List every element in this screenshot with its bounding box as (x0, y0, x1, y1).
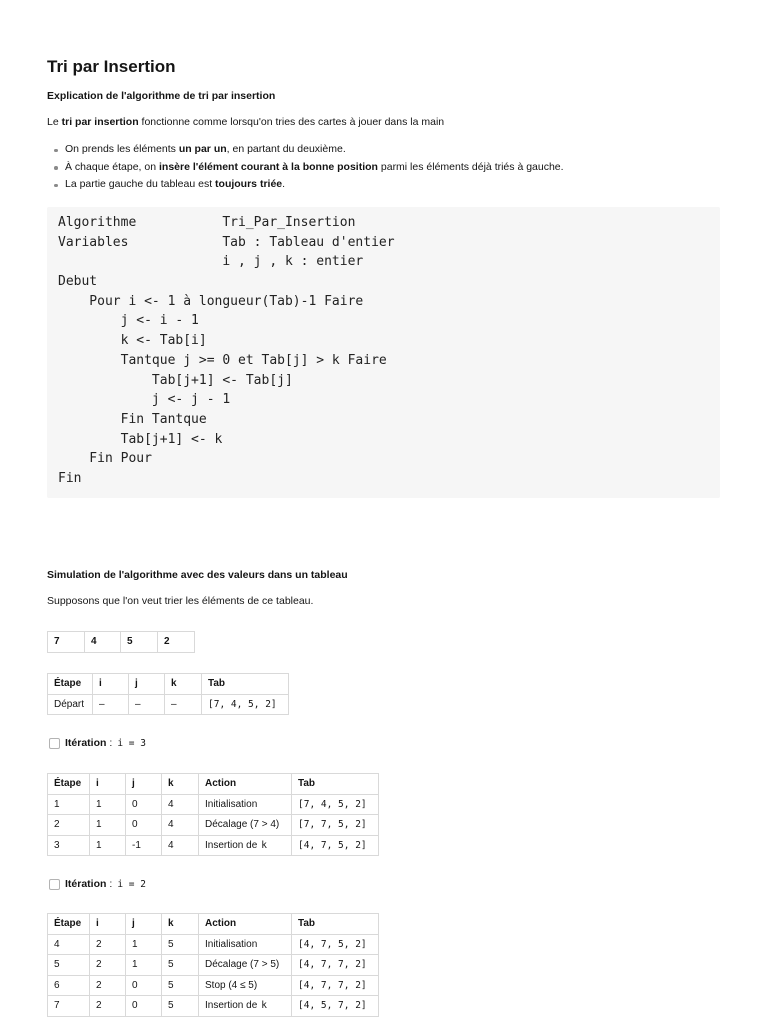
array-row (48, 632, 195, 653)
table-row (48, 836, 379, 857)
cell-k: 5 (162, 996, 199, 1017)
action-text: Insertion de (205, 1000, 258, 1011)
cell-k: 4 (162, 795, 199, 816)
header-k: k (162, 774, 199, 795)
code-line: Algorithme Tri_Par_Insertion (58, 215, 356, 230)
header-i: i (90, 914, 126, 935)
bullet-text: On prends les éléments (65, 143, 179, 155)
code-line: Tantque j >= 0 et Tab[j] > k Faire (58, 352, 387, 368)
code-line: Tab[j+1] <- Tab[j] (58, 372, 293, 388)
table-row (48, 976, 379, 997)
cell-action (199, 795, 292, 816)
cell-i: 1 (90, 815, 126, 836)
code-line: i , j , k : entier (58, 254, 364, 270)
bullet-text: , en partant du deuxième. (226, 143, 346, 155)
intro-bold: tri par insertion (61, 116, 139, 128)
header-action: Action (199, 914, 292, 935)
code-line: Pour i <- 1 à longueur(Tab)-1 Faire (58, 293, 364, 309)
header-k: k (165, 674, 202, 695)
table-row (48, 955, 379, 976)
cell-k: 5 (162, 955, 199, 976)
cell-i: 2 (90, 996, 126, 1017)
cell-tab: [7, 4, 5, 2] (292, 795, 379, 816)
bullet-text: La partie gauche du tableau est (65, 178, 216, 190)
header-tab: Tab (292, 774, 379, 795)
cell-step: 1 (48, 795, 90, 816)
code-line: k <- Tab[i] (58, 333, 207, 349)
cell-k: 5 (162, 976, 199, 997)
bullet-list (47, 141, 564, 194)
cell-action (199, 935, 292, 956)
code-line: Fin (58, 470, 82, 486)
iteration-checkbox[interactable] (49, 879, 60, 890)
intro-paragraph (47, 115, 444, 129)
cell-k: 4 (162, 836, 199, 857)
explanation-heading: Explication de l'algorithme de tri par insertion (47, 90, 276, 102)
cell-tab: [4, 7, 7, 2] (292, 976, 379, 997)
array-cell: 7 (48, 632, 85, 653)
cell-j: 1 (126, 955, 162, 976)
header-action: Action (199, 774, 292, 795)
header-tab: Tab (202, 674, 289, 695)
header-i: i (90, 774, 126, 795)
bullet-text: parmi les éléments déjà triés à gauche. (377, 160, 564, 173)
iteration-title: Itération (65, 737, 107, 749)
header-j: j (129, 674, 165, 695)
iteration-label (49, 736, 146, 750)
header-step: Étape (48, 914, 90, 935)
cell-step: Départ (48, 695, 93, 716)
bullet-icon (54, 184, 58, 188)
code-line: j <- i - 1 (58, 313, 199, 329)
bullet-item (47, 176, 564, 194)
iteration-label (49, 877, 146, 891)
header-step: Étape (48, 774, 90, 795)
cell-tab: [7, 7, 5, 2] (292, 815, 379, 836)
header-k: k (162, 914, 199, 935)
cell-step: 6 (48, 976, 90, 997)
code-line: Variables Tab : Tableau d'entier (58, 234, 395, 250)
code-line: Fin Pour (58, 451, 152, 467)
cell-tab: [4, 7, 7, 2] (292, 955, 379, 976)
iteration-table (47, 913, 379, 1017)
algorithm-code-block[interactable] (47, 207, 720, 498)
cell-k: 5 (162, 935, 199, 956)
action-text: Décalage (7 > 4) (205, 819, 280, 830)
bullet-item (47, 141, 564, 159)
cell-step: 5 (48, 955, 90, 976)
iteration-title: Itération (65, 878, 107, 890)
cell-tab: [4, 5, 7, 2] (292, 996, 379, 1017)
header-step: Étape (48, 674, 93, 695)
cell-action (199, 955, 292, 976)
simulation-intro: Supposons que l'on veut trier les éléments de ce tableau. (47, 595, 314, 607)
code-line: Fin Tantque (58, 411, 207, 427)
iteration-code: i = 2 (117, 878, 146, 890)
action-code: k (261, 839, 267, 851)
cell-i: 2 (90, 955, 126, 976)
cell-step: 3 (48, 836, 90, 857)
header-i: i (93, 674, 129, 695)
intro-text: Le (47, 116, 62, 128)
table-row (48, 815, 379, 836)
bullet-bold: toujours triée (215, 178, 283, 190)
cell-action (199, 976, 292, 997)
bullet-bold: insère l'élément courant à la bonne position (159, 160, 378, 173)
cell-j: 1 (126, 935, 162, 956)
intro-text: fonctionne comme lorsqu'on tries des cartes à jouer dans la main (138, 116, 445, 128)
table-row (48, 795, 379, 816)
bullet-item (47, 159, 564, 177)
cell-j: 0 (126, 795, 162, 816)
cell-action (199, 836, 292, 857)
cell-j: 0 (126, 815, 162, 836)
table-header-row (48, 914, 379, 935)
table-row (48, 935, 379, 956)
header-j: j (126, 914, 162, 935)
page-title: Tri par Insertion (47, 57, 176, 76)
action-code: k (261, 1000, 267, 1011)
code-line: Debut (58, 274, 98, 290)
cell-i: 1 (90, 795, 126, 816)
code-line: j <- j - 1 (58, 392, 231, 408)
action-text: Décalage (7 > 5) (205, 959, 280, 970)
bullet-text: À chaque étape, on (65, 160, 159, 173)
cell-action (199, 815, 292, 836)
code-line: Tab[j+1] <- k (58, 431, 223, 447)
cell-i: 1 (90, 836, 126, 857)
header-j: j (126, 774, 162, 795)
table-header-row (48, 674, 289, 695)
iteration-separator: : (109, 878, 113, 890)
cell-i: – (93, 695, 129, 716)
simulation-heading: Simulation de l'algorithme avec des valeurs dans un tableau (47, 569, 348, 581)
cell-k: 4 (162, 815, 199, 836)
table-row (48, 996, 379, 1017)
action-text: Initialisation (205, 938, 258, 950)
array-cell: 2 (158, 632, 195, 653)
action-text: Stop (4 ≤ 5) (205, 979, 258, 991)
array-cell: 5 (121, 632, 158, 653)
cell-j: – (129, 695, 165, 716)
cell-j: 0 (126, 976, 162, 997)
header-tab: Tab (292, 914, 379, 935)
cell-tab: [4, 7, 5, 2] (292, 935, 379, 956)
iteration-code: i = 3 (117, 737, 146, 749)
table-row (48, 695, 289, 716)
array-table (47, 631, 195, 653)
bullet-icon (54, 166, 58, 170)
cell-i: 2 (90, 976, 126, 997)
action-text: Initialisation (205, 798, 258, 810)
iteration-separator: : (109, 737, 113, 749)
cell-tab: [7, 4, 5, 2] (202, 695, 289, 716)
start-table (47, 673, 289, 715)
cell-action (199, 996, 292, 1017)
iteration-checkbox[interactable] (49, 738, 60, 749)
cell-k: – (165, 695, 202, 716)
bullet-text: . (282, 178, 286, 190)
action-text: Insertion de (205, 839, 258, 851)
table-header-row (48, 774, 379, 795)
bullet-bold: un par un (178, 143, 227, 155)
cell-j: -1 (126, 836, 162, 857)
cell-step: 2 (48, 815, 90, 836)
cell-tab: [4, 7, 5, 2] (292, 836, 379, 857)
array-cell: 4 (85, 632, 121, 653)
cell-step: 4 (48, 935, 90, 956)
bullet-icon (54, 149, 58, 153)
cell-step: 7 (48, 996, 90, 1017)
iteration-table (47, 773, 379, 856)
cell-i: 2 (90, 935, 126, 956)
cell-j: 0 (126, 996, 162, 1017)
